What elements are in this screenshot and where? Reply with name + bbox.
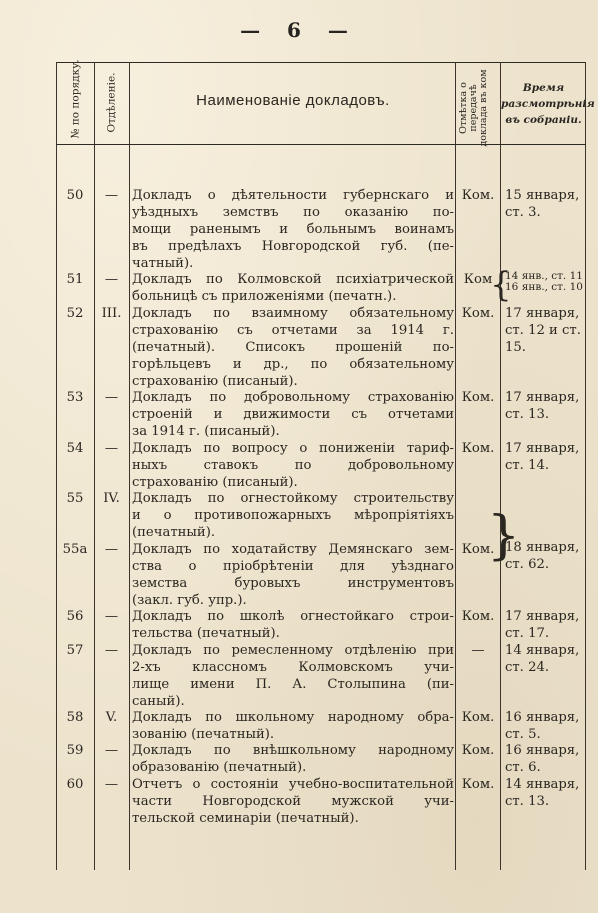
row-title-line: (печатный). (132, 525, 216, 540)
row-review-time-line: 17 января, (505, 441, 580, 456)
row-review-time-line: ст. 6. (505, 760, 541, 775)
row-department: — (104, 272, 119, 287)
row-title-line: Докладъ по внѣшкольному народному (132, 743, 454, 758)
row-title-line: (закл. губ. упр.). (132, 593, 247, 608)
row-committee-mark: Ком. (461, 609, 495, 624)
row-title-line: Отчетъ о состояніи учебно-воспитательной (132, 777, 454, 792)
row-committee-mark: Ком. (461, 390, 495, 405)
row-title-line: зованію (печатный). (132, 727, 275, 742)
row-title-line: саный). (132, 694, 185, 709)
row-title-line: Докладъ о дѣятельности губернскаго и (132, 188, 454, 203)
row-review-time (503, 608, 588, 642)
row-title-line: (печатный). Списокъ прошеній по- (132, 340, 454, 355)
row-title (132, 389, 454, 440)
row-title (132, 742, 454, 776)
row-title-line: уѣздныхъ земствъ по оказанію по- (132, 205, 454, 220)
row-title (132, 271, 454, 305)
row-number: 51 (66, 272, 84, 287)
row-review-time-line: ст. 3. (505, 205, 541, 220)
row-number: 53 (66, 390, 84, 405)
row-department: V. (105, 710, 118, 725)
row-committee-mark: Ком. (461, 743, 495, 758)
row-review-time-line: 16 янв., ст. 10 (505, 281, 583, 293)
row-title-line: чатный). (132, 256, 194, 271)
header-time-line: разсмотрѣнія (501, 98, 595, 110)
row-number: 59 (66, 743, 84, 758)
row-review-time-line: 15 января, (505, 188, 580, 203)
column-divider (500, 62, 501, 870)
row-title (132, 642, 454, 710)
row-review-time (503, 440, 588, 474)
row-review-time-line: ст. 13. (505, 794, 550, 809)
row-review-time-line: 14 января, (505, 643, 580, 658)
row-department: — (104, 643, 119, 658)
row-title-line: за 1914 г. (писаный). (132, 424, 280, 439)
row-title-line: больницѣ съ приложеніями (печатн.). (132, 289, 397, 304)
row-title-line: Докладъ по взаимному обязательному (132, 306, 454, 321)
row-title (132, 490, 454, 541)
row-review-time-line: ст. 5. (505, 727, 541, 742)
row-title-line: и о противопожарныхъ мѣропріятіяхъ (132, 508, 454, 523)
brace-glyph: { (490, 265, 512, 305)
row-title (132, 709, 454, 743)
row-title-line: части Новгородской мужской учи- (132, 794, 454, 809)
row-title (132, 776, 454, 827)
row-department: — (104, 743, 119, 758)
row-title (132, 440, 454, 491)
row-review-time (503, 642, 588, 676)
row-title-line: Докладъ по вопросу о пониженіи тариф- (132, 441, 454, 456)
row-title-line: страхованію съ отчетами за 1914 г. (132, 323, 454, 338)
row-department: IV. (103, 491, 120, 506)
page-number: — 6 — (240, 18, 358, 42)
row-number: 55 (66, 491, 84, 506)
row-title-line: Докладъ по школѣ огнестойкаго строи- (132, 609, 454, 624)
row-title-line: тельства (печатный). (132, 626, 280, 641)
row-committee-mark: — (471, 643, 485, 658)
row-title-line: строеній и движимости съ отчетами (132, 407, 454, 422)
row-number: 60 (66, 777, 84, 792)
row-review-time-line: ст. 14. (505, 458, 550, 473)
row-title-line: Докладъ по Колмовской психіатрической (132, 272, 454, 287)
row-review-time-line: 16 января, (505, 710, 580, 725)
row-committee-mark: Ком. (461, 542, 495, 557)
row-review-time-line: 16 января, (505, 743, 580, 758)
row-review-time-line: ст. 17. (505, 626, 550, 641)
row-title (132, 608, 454, 642)
row-review-time-line: 14 января, (505, 777, 580, 792)
row-review-time-line: 18 января, (505, 540, 580, 555)
row-title-line: земства буровыхъ инструментовъ (132, 576, 454, 591)
row-committee-mark: Ком. (461, 306, 495, 321)
row-review-time (503, 187, 588, 221)
header-time-line: въ собраніи. (505, 114, 582, 126)
row-number: 52 (66, 306, 84, 321)
row-review-time-line: 17 января, (505, 609, 580, 624)
header-dept: Отдѣленіе. (105, 72, 118, 133)
row-number: 58 (66, 710, 84, 725)
row-title-line: Докладъ по ходатайству Демянскаго зем- (132, 542, 454, 557)
row-number: 55а (62, 542, 88, 557)
header-title: Наименованіе докладовъ. (196, 92, 390, 109)
row-title-line: ства о пріобрѣтеніи для уѣзднаго (132, 559, 454, 574)
row-review-time-line: 17 января, (505, 306, 580, 321)
row-title-line: ныхъ ставокъ по добровольному (132, 458, 454, 473)
row-review-time (503, 305, 588, 356)
row-department: — (104, 390, 119, 405)
row-review-time (503, 389, 588, 423)
row-committee-mark: Ком. (461, 188, 495, 203)
row-review-time-line: 14 янв., ст. 11 (505, 270, 583, 282)
row-title-line: лище имени П. А. Столыпина (пи- (132, 677, 454, 692)
row-review-time-line: ст. 12 и ст. (505, 323, 581, 338)
row-title (132, 187, 454, 272)
row-number: 54 (66, 441, 84, 456)
header-num: № по порядку. (69, 59, 82, 139)
header-mark: Отмѣтка о передачѣ доклада въ ком (458, 69, 489, 147)
row-title-line: мощи раненымъ и больнымъ воинамъ (132, 222, 454, 237)
row-review-time-line: 15. (505, 340, 526, 355)
row-title (132, 305, 454, 390)
row-department: III. (101, 306, 122, 321)
row-committee-mark: Ком. (461, 441, 495, 456)
row-department: — (104, 441, 119, 456)
row-review-time-line: 17 января, (505, 390, 580, 405)
row-title-line: Докладъ по огнестойкому строительству (132, 491, 454, 506)
row-review-time (503, 742, 588, 776)
header-time-line: Время (522, 82, 565, 94)
row-review-time-line: ст. 13. (505, 407, 550, 422)
row-department: — (104, 777, 119, 792)
row-title-line: Докладъ по ремесленному отдѣленію при (132, 643, 454, 658)
row-title-line: Докладъ по добровольному страхованію (132, 390, 454, 405)
row-committee-mark: Ком. (461, 777, 495, 792)
row-review-time (503, 776, 588, 810)
row-title (132, 541, 454, 609)
row-title-line: Докладъ по школьному народному обра- (132, 710, 454, 725)
row-title-line: 2-хъ классномъ Колмовскомъ учи- (132, 660, 454, 675)
column-divider (129, 62, 130, 870)
row-title-line: страхованію (писаный). (132, 475, 298, 490)
header-rule (56, 144, 586, 145)
brace-glyph: { (487, 506, 521, 566)
row-department: — (104, 188, 119, 203)
row-department: — (104, 542, 119, 557)
row-number: 56 (66, 609, 84, 624)
row-department: — (104, 609, 119, 624)
row-review-time-line: ст. 62. (505, 557, 550, 572)
row-review-time (503, 271, 588, 293)
row-number: 57 (66, 643, 84, 658)
header-time (501, 80, 595, 128)
row-review-time-line: ст. 24. (505, 660, 550, 675)
row-committee-mark: Ком. (461, 710, 495, 725)
row-title-line: въ предѣлахъ Новгородской губ. (пе- (132, 239, 454, 254)
row-title-line: образованію (печатный). (132, 760, 307, 775)
row-title-line: страхованію (писаный). (132, 374, 298, 389)
row-title-line: горѣльцевъ и др., по обязательному (132, 357, 454, 372)
row-committee-mark: Ком (463, 272, 493, 287)
row-title-line: тельской семинаріи (печатный). (132, 811, 359, 826)
row-number: 50 (66, 188, 84, 203)
row-review-time (503, 709, 588, 743)
